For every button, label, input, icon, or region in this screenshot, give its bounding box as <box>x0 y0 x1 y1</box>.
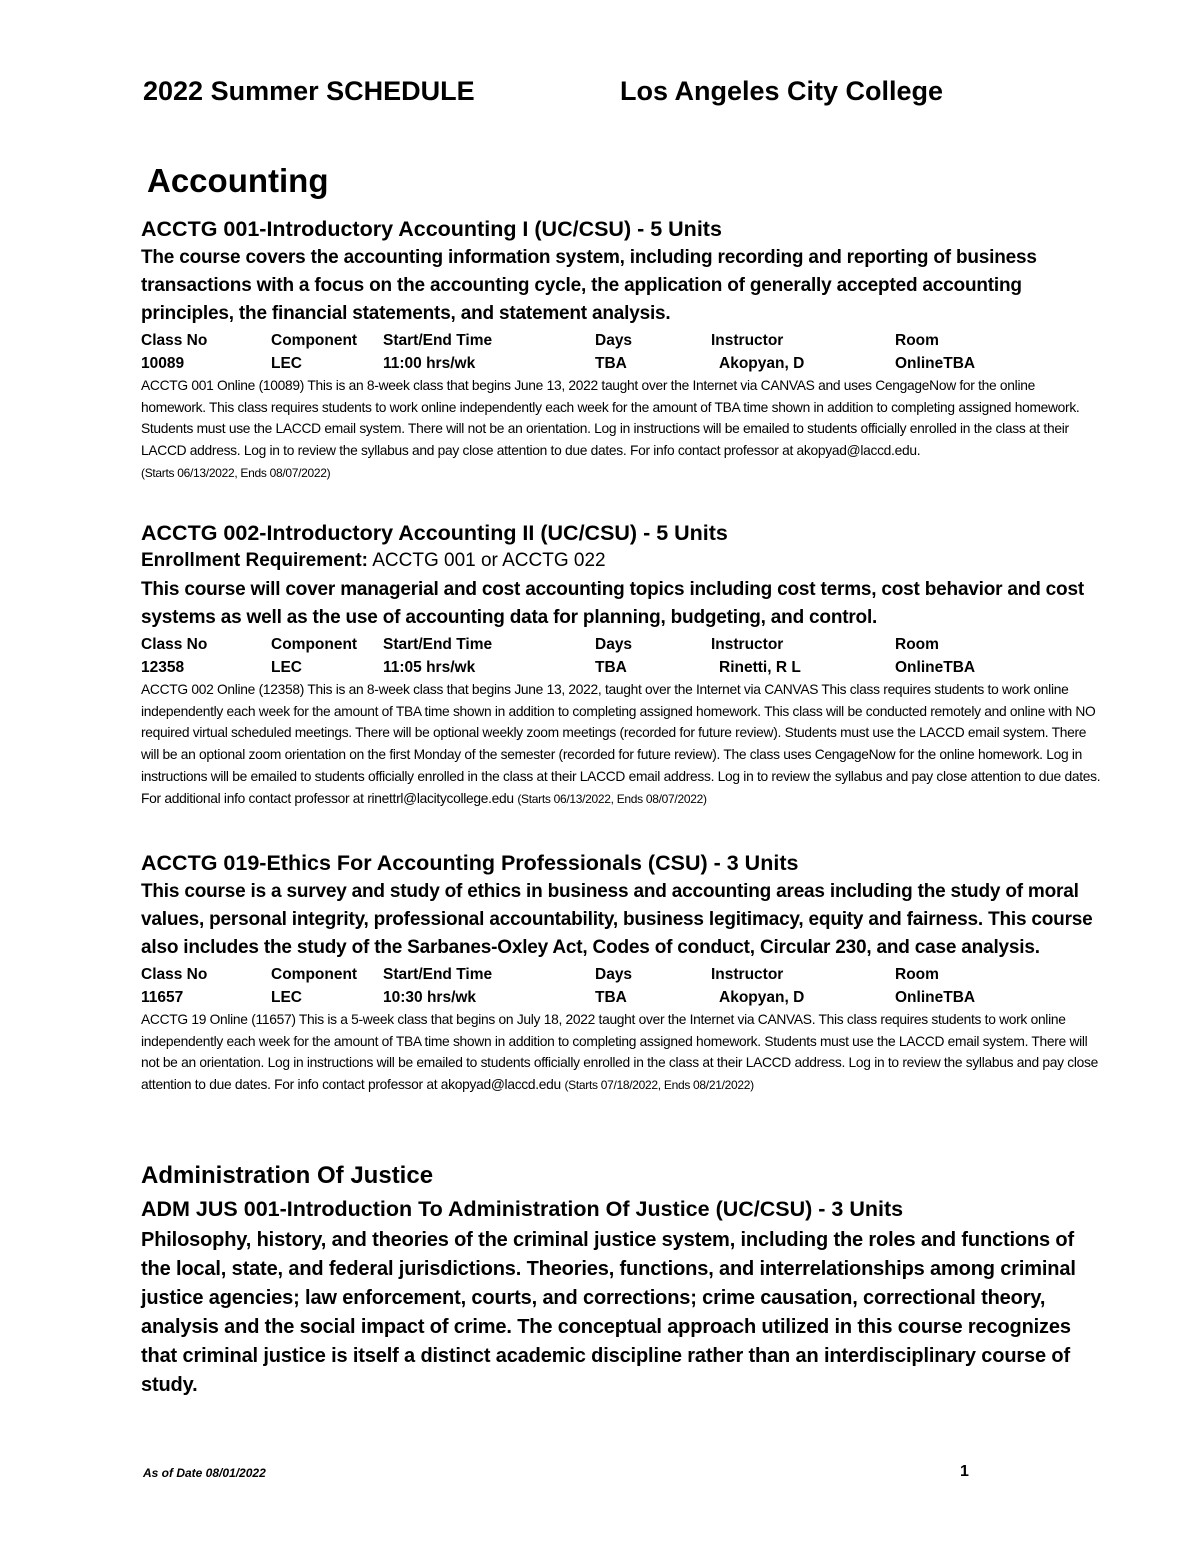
class-note <box>141 375 1101 485</box>
class-dates: (Starts 06/13/2022, Ends 08/07/2022) <box>517 791 707 806</box>
col-class-no: Class No <box>141 965 208 983</box>
course-description: The course covers the accounting information system, including recording and reporting of business transactions with a focus on the accounting cycle, the application of generally accepted accounting principles, the financial statements, and statement analysis. <box>141 247 1037 324</box>
class-note <box>141 679 1101 810</box>
college-name: Los Angeles City College <box>620 76 944 106</box>
time: 11:05 hrs/wk <box>383 658 476 676</box>
col-class-no: Class No <box>141 331 208 349</box>
course-title: ACCTG 001-Introductory Accounting I (UC/CSU) - 5 Units <box>141 217 722 241</box>
course-title: ACCTG 002-Introductory Accounting II (UC/CSU) - 5 Units <box>141 521 728 545</box>
col-instructor: Instructor <box>711 331 784 349</box>
col-room: Room <box>895 965 939 983</box>
note-text: ACCTG 002 Online (12358) This is an 8-week class that begins June 13, 2022, taught over the Internet via CANVAS This class requires students to work online independently each week for the amount of TBA time shown in addition to completing assigned homework. This class will be conducted remotely and online with NO required virtual scheduled meetings. There will be optional weekly zoom meetings (recorded for future review). Students must use the LACCD email system. There will be an optional zoom orientation on the first Monday of the semester (recorded for future review). The class uses CengageNow for the online homework. Log in instructions will be emailed to students officially enrolled in the class at their LACCD email address. Log in to review the syllabus and pay close attention to due dates. For additional info contact professor at rinettrl@lacitycollege.edu <box>141 682 1101 806</box>
class-no: 11657 <box>141 988 184 1006</box>
course-acctg-019 <box>141 849 1101 1097</box>
col-time: Start/End Time <box>383 331 493 349</box>
class-dates: (Starts 06/13/2022, Ends 08/07/2022) <box>141 465 331 480</box>
section-row <box>141 656 1055 679</box>
col-component: Component <box>271 965 358 983</box>
section-header-row <box>141 329 1055 352</box>
section-header-row <box>141 633 1055 656</box>
class-no: 12358 <box>141 658 185 676</box>
component: LEC <box>271 988 302 1006</box>
col-room: Room <box>895 635 939 653</box>
note-text: ACCTG 19 Online (11657) This is a 5-week class that begins on July 18, 2022 taught over the Internet via CANVAS. This class requires students to work online independently each week for the amount of TBA time shown in addition to completing assigned homework. Students must use the LACCD email system. There will not be an orientation. Log in instructions will be emailed to students officially enrolled in the class at their LACCD address. Log in to review the syllabus and pay close attention to due dates. For info contact professor at akopyad@laccd.edu <box>141 1012 1098 1093</box>
room: OnlineTBA <box>895 988 976 1006</box>
section-table <box>141 329 1055 375</box>
instructor: Akopyan, D <box>719 988 805 1006</box>
days: TBA <box>595 988 627 1006</box>
section-row <box>141 352 1055 375</box>
col-class-no: Class No <box>141 635 208 653</box>
instructor: Akopyan, D <box>719 354 805 372</box>
section-table <box>141 633 1055 679</box>
schedule-title: 2022 Summer SCHEDULE <box>143 76 475 106</box>
section-table <box>141 963 1055 1009</box>
enrollment-requirement <box>141 547 1101 575</box>
col-instructor: Instructor <box>711 965 784 983</box>
days: TBA <box>595 658 627 676</box>
component: LEC <box>271 658 302 676</box>
course-acctg-002 <box>141 519 1101 810</box>
requirement-label: Enrollment Requirement: <box>141 550 368 571</box>
col-days: Days <box>595 331 633 349</box>
course-title: ACCTG 019-Ethics For Accounting Professionals (CSU) - 3 Units <box>141 851 799 875</box>
room: OnlineTBA <box>895 354 976 372</box>
section-header-row <box>141 963 1055 986</box>
col-time: Start/End Time <box>383 635 493 653</box>
instructor: Rinetti, R L <box>719 658 801 676</box>
page-number: 1 <box>960 1463 969 1480</box>
course-title: ADM JUS 001-Introduction To Administration Of Justice (UC/CSU) - 3 Units <box>141 1197 904 1221</box>
col-component: Component <box>271 331 358 349</box>
col-instructor: Instructor <box>711 635 784 653</box>
section-row <box>141 986 1055 1009</box>
department-administration-of-justice <box>141 1160 1101 1400</box>
class-note <box>141 1009 1101 1097</box>
class-no: 10089 <box>141 354 185 372</box>
requirement-value: ACCTG 001 or ACCTG 022 <box>372 550 606 571</box>
time: 11:00 hrs/wk <box>383 354 476 372</box>
col-component: Component <box>271 635 358 653</box>
col-time: Start/End Time <box>383 965 493 983</box>
course-description: This course will cover managerial and cost accounting topics including cost terms, cost behavior and cost systems as well as the use of accounting data for planning, budgeting, and control. <box>141 579 1084 628</box>
col-room: Room <box>895 331 939 349</box>
col-days: Days <box>595 965 633 983</box>
course-acctg-001 <box>141 215 1101 485</box>
as-of-date: As of Date 08/01/2022 <box>143 1466 266 1480</box>
days: TBA <box>595 354 627 372</box>
department-heading-accounting: Accounting <box>147 162 329 199</box>
room: OnlineTBA <box>895 658 976 676</box>
course-description: Philosophy, history, and theories of the criminal justice system, including the roles and functions of the local, state, and federal jurisdictions. Theories, functions, and interrelationships among criminal justice agencies; law enforcement, courts, and corrections; crime causation, correctional theory, analysis and the social impact of crime. The conceptual approach utilized in this course recognizes that criminal justice is itself a distinct academic discipline rather than an interdisciplinary course of study. <box>141 1229 1076 1396</box>
class-dates: (Starts 07/18/2022, Ends 08/21/2022) <box>564 1078 754 1093</box>
time: 10:30 hrs/wk <box>383 988 477 1006</box>
course-description: This course is a survey and study of ethics in business and accounting areas including the study of moral values, personal integrity, professional accountability, business legitimacy, equity and fairness. This course also includes the study of the Sarbanes-Oxley Act, Codes of conduct, Circular 230, and case analysis. <box>141 881 1093 958</box>
note-text: ACCTG 001 Online (10089) This is an 8-week class that begins June 13, 2022 taught over the Internet via CANVAS and uses CengageNow for the online homework. This class requires students to work online independently each week for the amount of TBA time shown in addition to completing assigned homework. Students must use the LACCD email system. There will not be an orientation. Log in instructions will be emailed to students officially enrolled in the class at their LACCD address. Log in to review the syllabus and pay close attention to due dates. For info contact professor at akopyad@laccd.edu. <box>141 378 1080 459</box>
col-days: Days <box>595 635 633 653</box>
component: LEC <box>271 354 302 372</box>
department-heading-adm-jus: Administration Of Justice <box>141 1162 434 1189</box>
